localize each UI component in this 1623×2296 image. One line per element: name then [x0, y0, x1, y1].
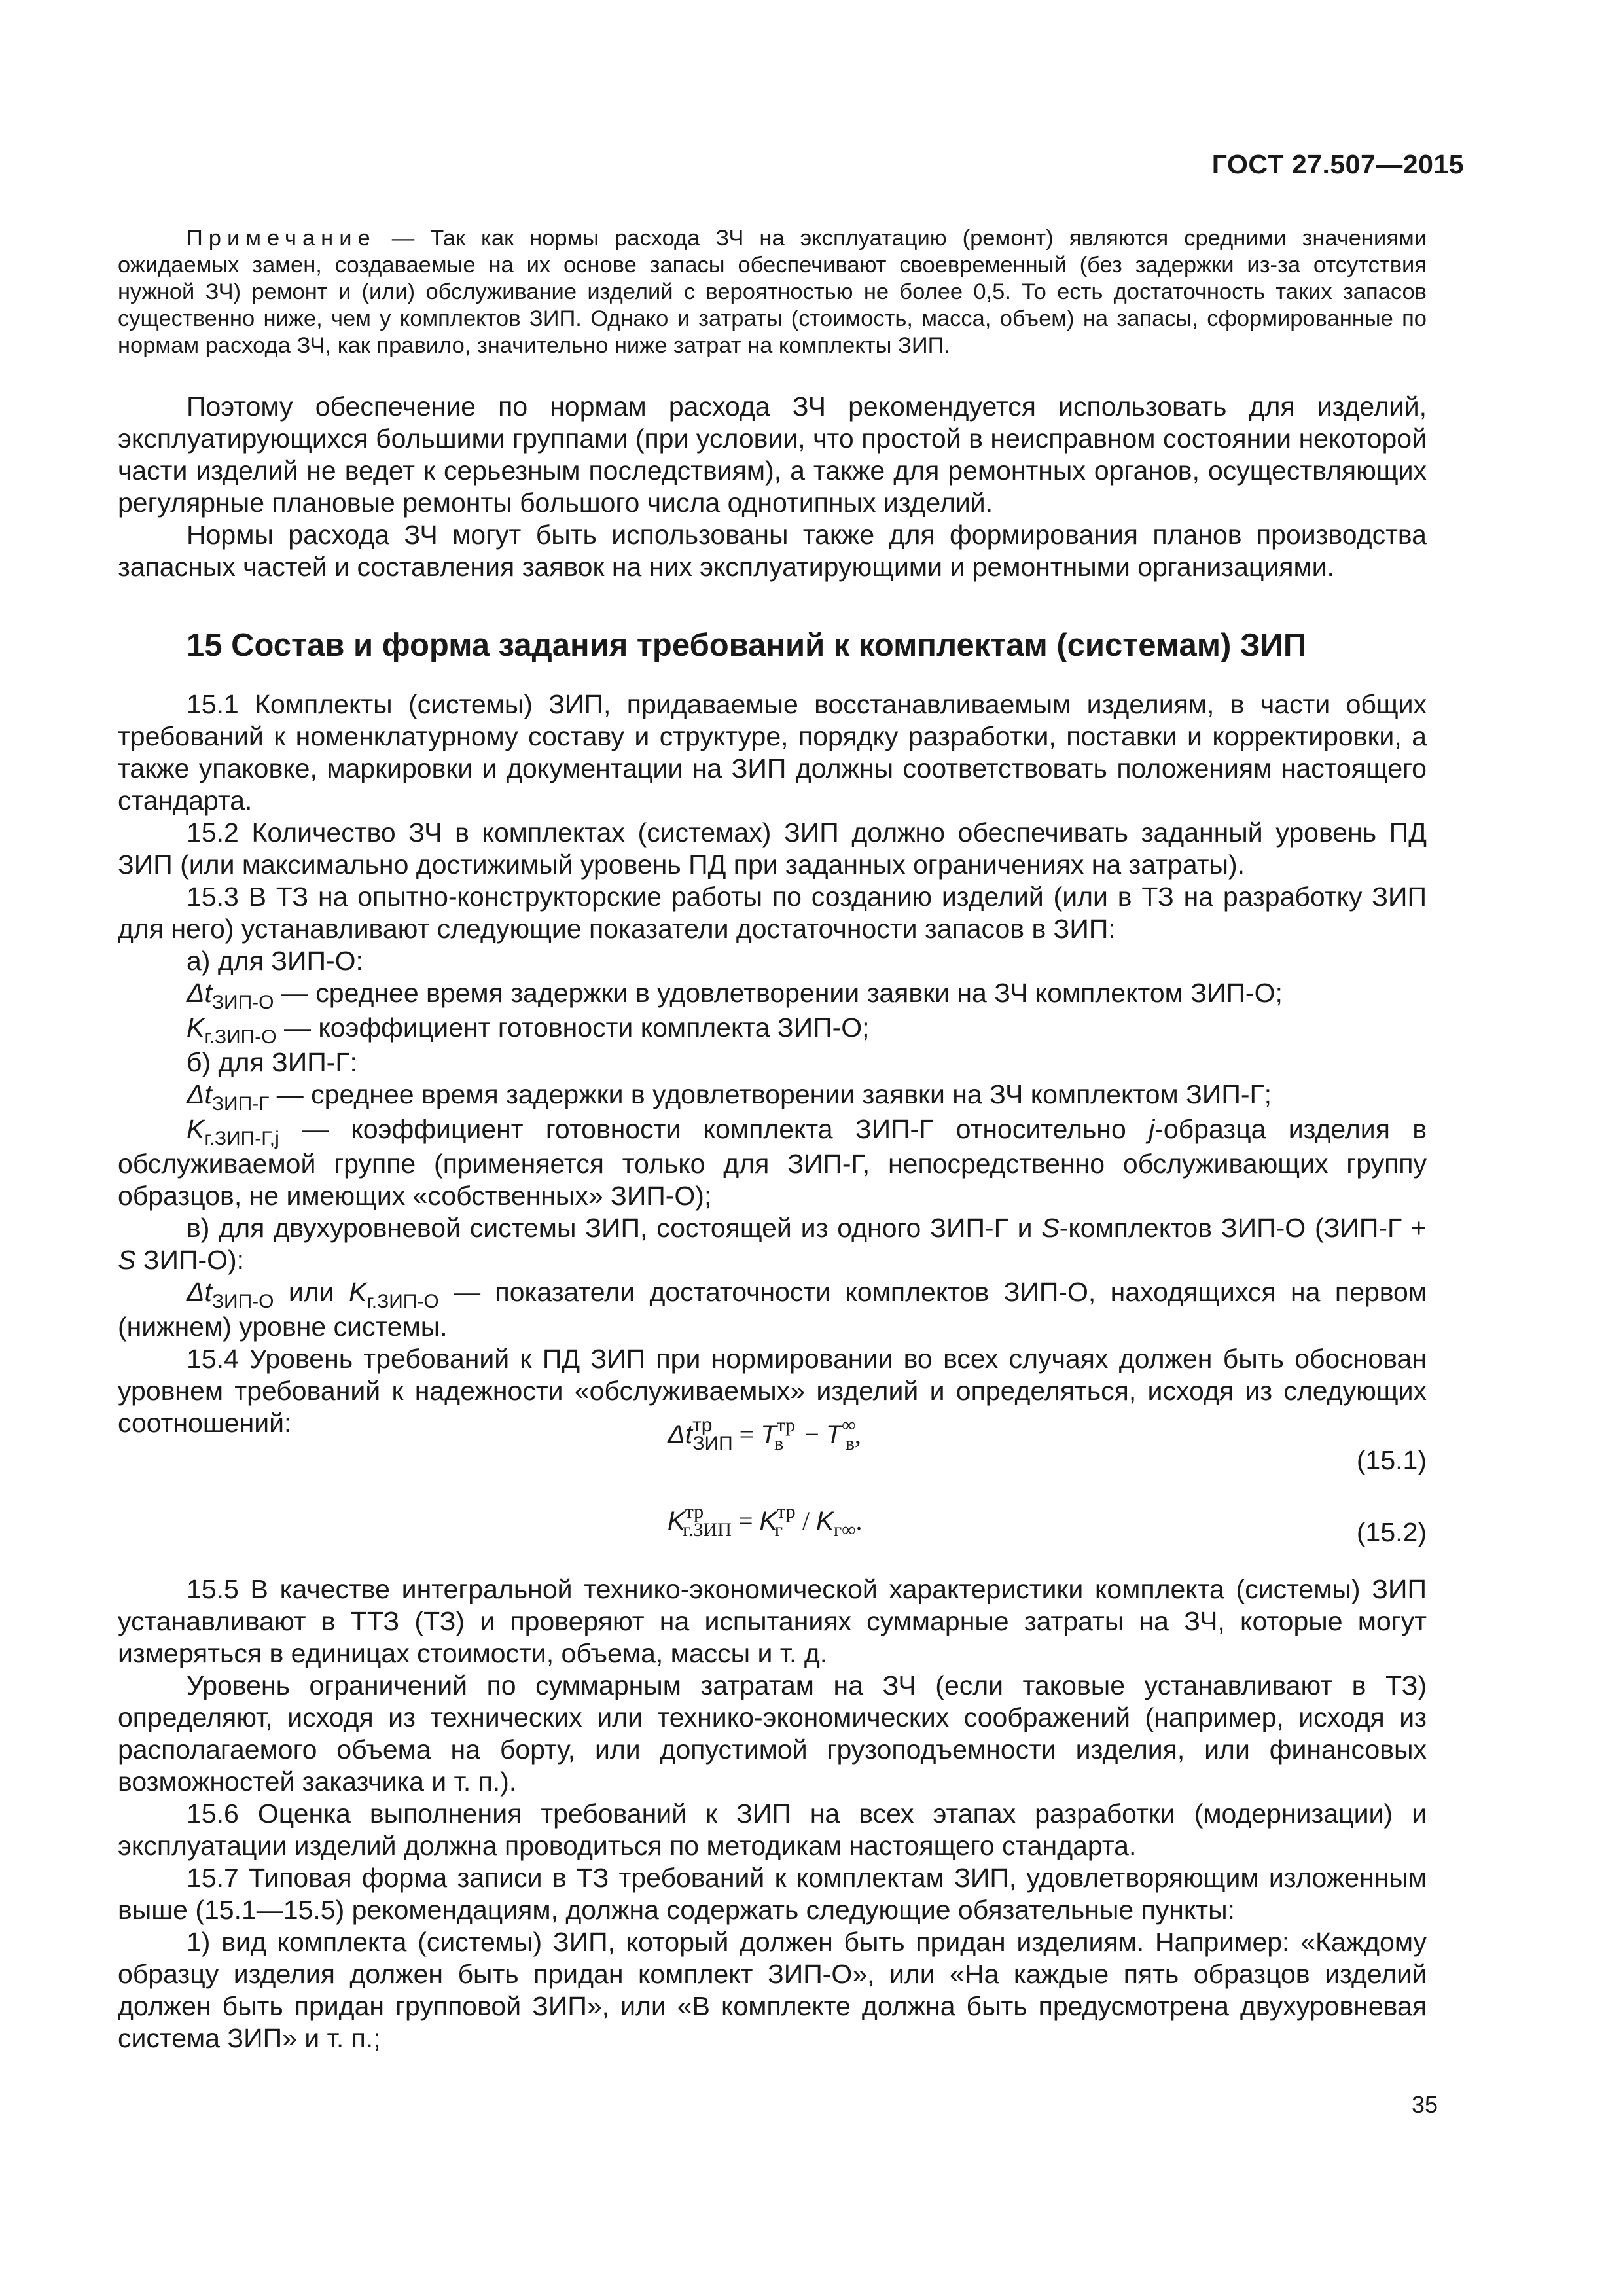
subscript: ЗИП-О — [211, 1291, 274, 1312]
document-code: ГОСТ 27.507—2015 — [1211, 149, 1464, 179]
subscript: г.ЗИП-О — [204, 1026, 277, 1048]
indicator-c1 — [118, 1276, 1427, 1343]
clause-15-6: 15.6 Оценка выполнения требований к ЗИП на всех этапах разработки (модернизации) и эксплуатации изделий должна проводиться по методикам настоящего стандарта. — [118, 1799, 1427, 1861]
minus: − — [798, 1420, 826, 1449]
clause-15-2: 15.2 Количество ЗЧ в комплектах (системах) ЗИП должно обеспечивать заданный уровень ПД ЗИП (или максимально достижимый уровень ПД при заданных ограничениях на затраты). — [118, 817, 1427, 880]
note-block — [118, 225, 1427, 359]
indicator-b2 — [118, 1113, 1427, 1212]
intro-paragraphs — [118, 391, 1427, 583]
italic-s: S — [1041, 1213, 1060, 1243]
clauses-block — [118, 689, 1427, 1439]
italic-s: S — [118, 1245, 136, 1275]
symbol: K — [187, 1114, 205, 1144]
note-text: — Так как нормы расхода ЗЧ на эксплуатацию (ремонт) являются средними значениями ожидаемых замен, создаваемые на их основе запасы обеспечивают своевременный (без задержки из-за отсутствия нужной ЗЧ) ремонт и (или) обслуживание изделий с вероятностью не более 0,5. То есть достаточность таких запасов существенно ниже, чем у комплектов ЗИП. Однако и затраты (стоимость, масса, объем) на запасы, сформированные по нормам расхода ЗЧ, как правило, значительно ниже затрат на комплекты ЗИП. — [118, 226, 1427, 358]
equals: = — [732, 1420, 761, 1449]
indicator-text: — коэффициент готовности комплекта ЗИП-Г относительно — [279, 1114, 1149, 1144]
symbol: K — [816, 1507, 834, 1535]
punctuation: . — [855, 1506, 863, 1535]
paragraph: Поэтому обеспечение по нормам расхода ЗЧ рекомендуется использовать для изделий, эксплуатирующихся большими группами (при условии, что простой в неисправном состоянии некоторой части изделий не ведет к серьезным последствиям), а также для ремонтных органов, осуществляющих регулярные плановые ремонты большого числа однотипных изделий. — [118, 391, 1427, 518]
clause-15-3: 15.3 В ТЗ на опытно-конструкторские работы по созданию изделий (или в ТЗ на разработку ЗИП для него) устанавливают следующие показатели достаточности запасов в ЗИП: — [118, 882, 1427, 944]
paragraph: Нормы расхода ЗЧ могут быть использованы также для формирования планов производства запасных частей и составления заявок на них эксплуатирующими и ремонтными организациями. — [118, 520, 1427, 582]
indicator-text: — среднее время задержки в удовлетворении заявки на ЗЧ комплектом ЗИП-Г; — [269, 1079, 1272, 1109]
list-item-c — [118, 1212, 1427, 1276]
text: или — [274, 1277, 349, 1307]
clause-15-7: 15.7 Типовая форма записи в ТЗ требований к комплектам ЗИП, удовлетворяющим изложенным выше (15.1—15.5) рекомендациям, должна содержать следующие обязательные пункты: — [118, 1863, 1427, 1925]
indicator-a2 — [118, 1012, 1427, 1047]
symbol: Δt — [668, 1420, 692, 1449]
symbol: Δt — [187, 1277, 212, 1307]
symbol: K — [668, 1507, 685, 1535]
indicator-text: -образца изделия в обслуживаемой группе (применяется только для ЗИП-Г, непосредственно обслуживающих группу образцов, не имеющих «собственных» ЗИП-О); — [118, 1114, 1427, 1211]
text: в) для двухуровневой системы ЗИП, состоящей из одного ЗИП-Г и — [187, 1213, 1042, 1243]
indicator-a1 — [118, 977, 1427, 1012]
clause-15-5: 15.5 В качестве интегральной технико-экономической характеристики комплекта (системы) ЗИП устанавливают в ТТЗ (ТЗ) и проверяют на испытаниях суммарные затраты на ЗЧ, которые могут измеряться в единицах стоимости, объема, массы и т. д. — [118, 1574, 1427, 1668]
clause-15-7-item-1: 1) вид комплекта (системы) ЗИП, который должен быть придан изделиям. Например: «Каждому образцу изделия должен быть придан комплект ЗИП-О», или «На каждые пять образцов изделий должен быть придан групповой ЗИП», или «В комплекте должна быть предусмотрена двухуровневая система ЗИП» и т. п.; — [118, 1927, 1427, 2053]
superscript: тр — [777, 1501, 796, 1522]
subscript: ЗИП-Г — [211, 1093, 270, 1115]
subscript: г∞ — [833, 1519, 856, 1541]
equation-number: (15.1) — [1356, 1445, 1427, 1475]
subscript: ЗИП — [692, 1433, 733, 1454]
subscript: в — [774, 1433, 784, 1454]
subscript: ЗИП-О — [211, 992, 274, 1013]
superscript: тр — [776, 1414, 796, 1436]
symbol: K — [187, 1013, 205, 1043]
subscript: г.ЗИП-О — [366, 1291, 439, 1312]
indicator-text: — показатели достаточности комплектов ЗИП-О, находящихся на первом (нижнем) уровне системы. — [118, 1277, 1427, 1342]
text: -комплектов ЗИП-О (ЗИП-Г + — [1059, 1213, 1427, 1243]
divide: / — [796, 1506, 817, 1535]
list-item-a: а) для ЗИП-О: — [187, 946, 363, 976]
note-paragraph — [118, 225, 1427, 359]
symbol: T — [760, 1420, 777, 1449]
formula-15-2 — [668, 1501, 863, 1541]
page-number: 35 — [1411, 2091, 1438, 2118]
indicator-text: — среднее время задержки в удовлетворении заявки на ЗЧ комплектом ЗИП-О; — [274, 978, 1283, 1008]
symbol: T — [825, 1420, 842, 1449]
superscript: тр — [692, 1414, 713, 1436]
sub-sup — [692, 1414, 733, 1454]
symbol: K — [759, 1507, 777, 1535]
symbol: K — [349, 1277, 367, 1307]
symbol: Δt — [187, 1079, 212, 1109]
equation-number: (15.2) — [1356, 1517, 1427, 1547]
superscript: ∞ — [842, 1414, 856, 1436]
indicator-text: — коэффициент готовности комплекта ЗИП-О; — [276, 1013, 870, 1043]
clause-15-5-continued: Уровень ограничений по суммарным затратам на ЗЧ (если таковые устанавливают в ТЗ) определяют, исходя из технических или технико-экономических соображений (например, исходя из располагаемого объема на борту, или допустимой грузоподъемности изделия, или финансовых возможностей заказчика и т. п.). — [118, 1670, 1427, 1797]
subscript: г — [774, 1519, 783, 1541]
note-label: Примечание — [187, 226, 376, 251]
punctuation: , — [854, 1420, 861, 1449]
clause-15-4: 15.4 Уровень требований к ПД ЗИП при нормировании во всех случаях должен быть обоснован уровнем требований к надежности «обслуживаемых» изделий и определяться, исходя из следующих соотношений: — [118, 1344, 1427, 1438]
clauses-block-2 — [118, 1573, 1427, 2054]
subscript: г.ЗИП — [683, 1519, 732, 1541]
subscript: г.ЗИП-Г,j — [204, 1128, 279, 1149]
clause-15-1: 15.1 Комплекты (системы) ЗИП, придаваемые восстанавливаемым изделиям, в части общих требований к номенклатурному составу и структуре, порядку разработки, поставки и корректировки, а также упаковке, маркировки и документации на ЗИП должны соответствовать положениям настоящего стандарта. — [118, 689, 1427, 816]
list-item-b: б) для ЗИП-Г: — [187, 1047, 357, 1077]
section-heading: 15 Состав и форма задания требований к комплектам (системам) ЗИП — [187, 628, 1307, 663]
subscript: в — [845, 1433, 855, 1454]
equals: = — [731, 1506, 760, 1535]
superscript: тр — [685, 1501, 704, 1522]
indicator-b1 — [118, 1079, 1427, 1113]
formula-15-1 — [668, 1414, 861, 1454]
symbol: Δt — [187, 978, 212, 1008]
text: ЗИП-О): — [135, 1245, 245, 1275]
italic-j: j — [1149, 1114, 1155, 1144]
